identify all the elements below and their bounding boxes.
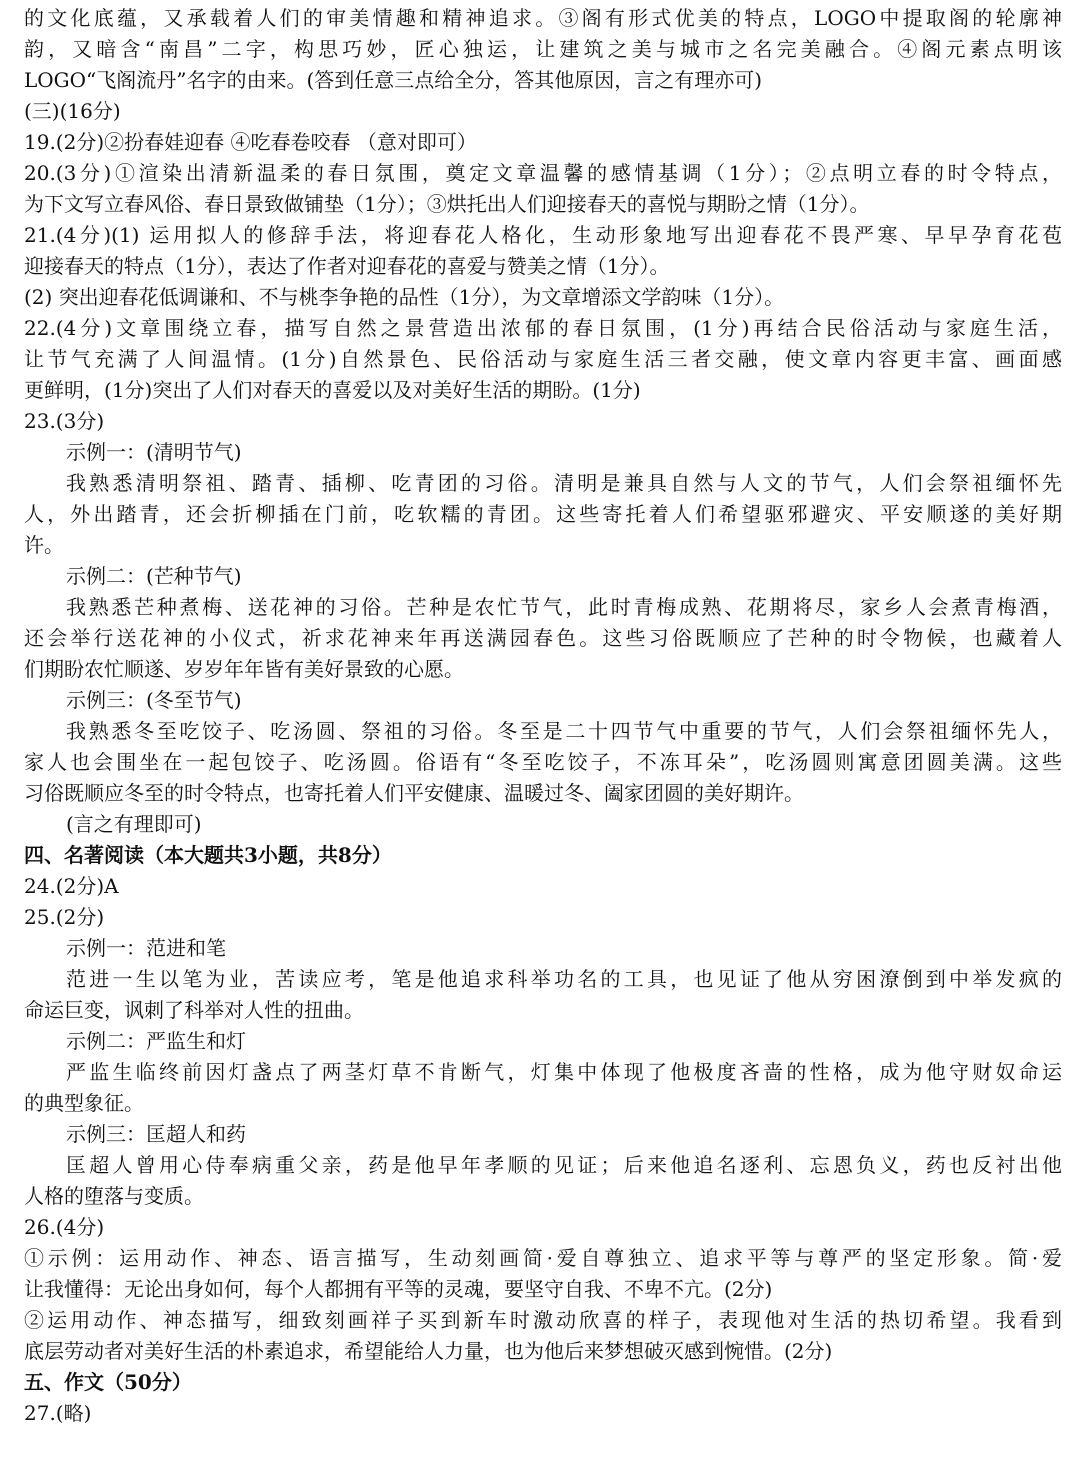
part5-heading: 五、作文（50分） [24,1370,192,1394]
text-line: 人，外出踏青，还会折柳插在门前，吃软糯的青团。这些寄托着人们希望驱邪避灾、平安顺遂的美好期 [24,502,1062,526]
text-line: 还会举行送花神的小仪式，祈求花神来年再送满园春色。这些习俗既顺应了芒种的时令物候，也藏着人 [24,626,1062,650]
text-line: 匡超人曾用心侍奉病重父亲，药是他早年孝顺的见证；后来他追名逐利、忘恩负义，药也反衬出他 [66,1153,1062,1177]
text-line: 为下文写立春风俗、春日景致做铺垫（1分）；③烘托出人们迎接春天的喜悦与期盼之情（1分）。 [24,192,870,216]
question-label: 25.(2分) [24,905,105,929]
text-line: LOGO“飞阁流丹”名字的由来。(答到任意三点给全分，答其他原因，言之有理亦可) [24,68,763,92]
text-line: ①示例：运用动作、神态、语言描写，生动刻画简·爱自尊独立、追求平等与尊严的坚定形象。简·爱 [24,1246,1062,1270]
text-line: 许。 [24,533,64,557]
text-line: 我熟悉芒种煮梅、送花神的习俗。芒种是农忙节气，此时青梅成熟、花期将尽，家乡人会煮青梅酒， [66,595,1062,619]
answer-20 [24,158,1062,220]
example-title: 示例一：(清明节气) [66,440,242,464]
section3-tail [24,3,1062,96]
text-line: 我熟悉冬至吃饺子、吃汤圆、祭祖的习俗。冬至是二十四节气中重要的节气，人们会祭祖缅怀先人， [66,719,1062,743]
example-title: 示例三：匡超人和药 [66,1122,246,1146]
text-line: 人格的堕落与变质。 [24,1184,204,1208]
text-line: 们期盼农忙顺遂、岁岁年年皆有美好景致的心愿。 [24,657,464,681]
text-line: 更鲜明，(1分)突出了人们对春天的喜爱以及对美好生活的期盼。(1分) [24,378,641,402]
answer-27: 27.(略) [24,1401,92,1425]
answer-26 [24,1212,1062,1367]
text-line: 命运巨变，讽刺了科举对人性的扭曲。 [24,998,364,1022]
text-line: (2) 突出迎春花低调谦和、不与桃李争艳的品性（1分），为文章增添文学韵味（1分）。 [24,285,785,309]
text-line: 范进一生以笔为业，苦读应考，笔是他追求科举功名的工具，也见证了他从穷困潦倒到中举发疯的 [66,967,1062,991]
question-label: 23.(3分) [24,409,105,433]
answer-22 [24,313,1062,406]
part3-heading: (三)(16分) [24,99,121,123]
text-line: 的典型象征。 [24,1091,144,1115]
text-line: 严监生临终前因灯盏点了两茎灯草不肯断气，灯集中体现了他极度吝啬的性格，成为他守财奴命运 [66,1060,1062,1084]
answer-25 [24,902,1062,1212]
text-line: 20.(3分)①渲染出清新温柔的春日氛围，奠定文章温馨的感情基调（1分）；②点明立春的时令特点， [24,161,1062,185]
example-title: 示例三：(冬至节气) [66,688,242,712]
answer-21 [24,220,1062,313]
answer-24: 24.(2分)A [24,874,119,898]
answer-23 [24,406,1062,840]
text-line: ②运用动作、神态描写，细致刻画祥子买到新车时激动欣喜的样子，表现他对生活的热切希望。我看到 [24,1308,1062,1332]
text-line: 迎接春天的特点（1分），表达了作者对迎春花的喜爱与赞美之情（1分）。 [24,254,670,278]
text-line: 韵，又暗含“南昌”二字，构思巧妙，匠心独运，让建筑之美与城市之名完美融合。④阁元素点明该 [24,37,1062,61]
text-line: 习俗既顺应冬至的时令特点，也寄托着人们平安健康、温暖过冬、阖家团圆的美好期许。 [24,781,804,805]
text-line: 家人也会围坐在一起包饺子、吃汤圆。俗语有“冬至吃饺子，不冻耳朵”，吃汤圆则寓意团圆美满。这些 [24,750,1062,774]
example-title: 示例二：严监生和灯 [66,1029,246,1053]
text-line: 21.(4分)(1) 运用拟人的修辞手法，将迎春花人格化，生动形象地写出迎春花不畏严寒、早早孕育花苞 [24,223,1062,247]
question-label: 26.(4分) [24,1215,105,1239]
text-line: 22.(4分)文章围绕立春，描写自然之景营造出浓郁的春日氛围，(1分)再结合民俗活动与家庭生活， [24,316,1062,340]
example-title: 示例一：范进和笔 [66,936,226,960]
example-title: 示例二：(芒种节气) [66,564,242,588]
text-line: 底层劳动者对美好生活的朴素追求，希望能给人力量，也为他后来梦想破灭感到惋惜。(2分) [24,1339,833,1363]
part4-heading: 四、名著阅读（本大题共3小题，共8分） [24,843,392,867]
text-line: 让我懂得：无论出身如何，每个人都拥有平等的灵魂，要坚守自我、不卑不亢。(2分) [24,1277,773,1301]
text-line: 的文化底蕴，又承载着人们的审美情趣和精神追求。③阁有形式优美的特点，LOGO中提取阁的轮廓神 [24,6,1062,30]
note: (言之有理即可) [66,812,202,836]
answer-19: 19.(2分)②扮春娃迎春 ④吃春卷咬春 （意对即可） [24,130,477,154]
text-line: 让节气充满了人间温情。(1分)自然景色、民俗活动与家庭生活三者交融，使文章内容更丰富、画面感 [24,347,1062,371]
text-line: 我熟悉清明祭祖、踏青、插柳、吃青团的习俗。清明是兼具自然与人文的节气，人们会祭祖缅怀先 [66,471,1062,495]
